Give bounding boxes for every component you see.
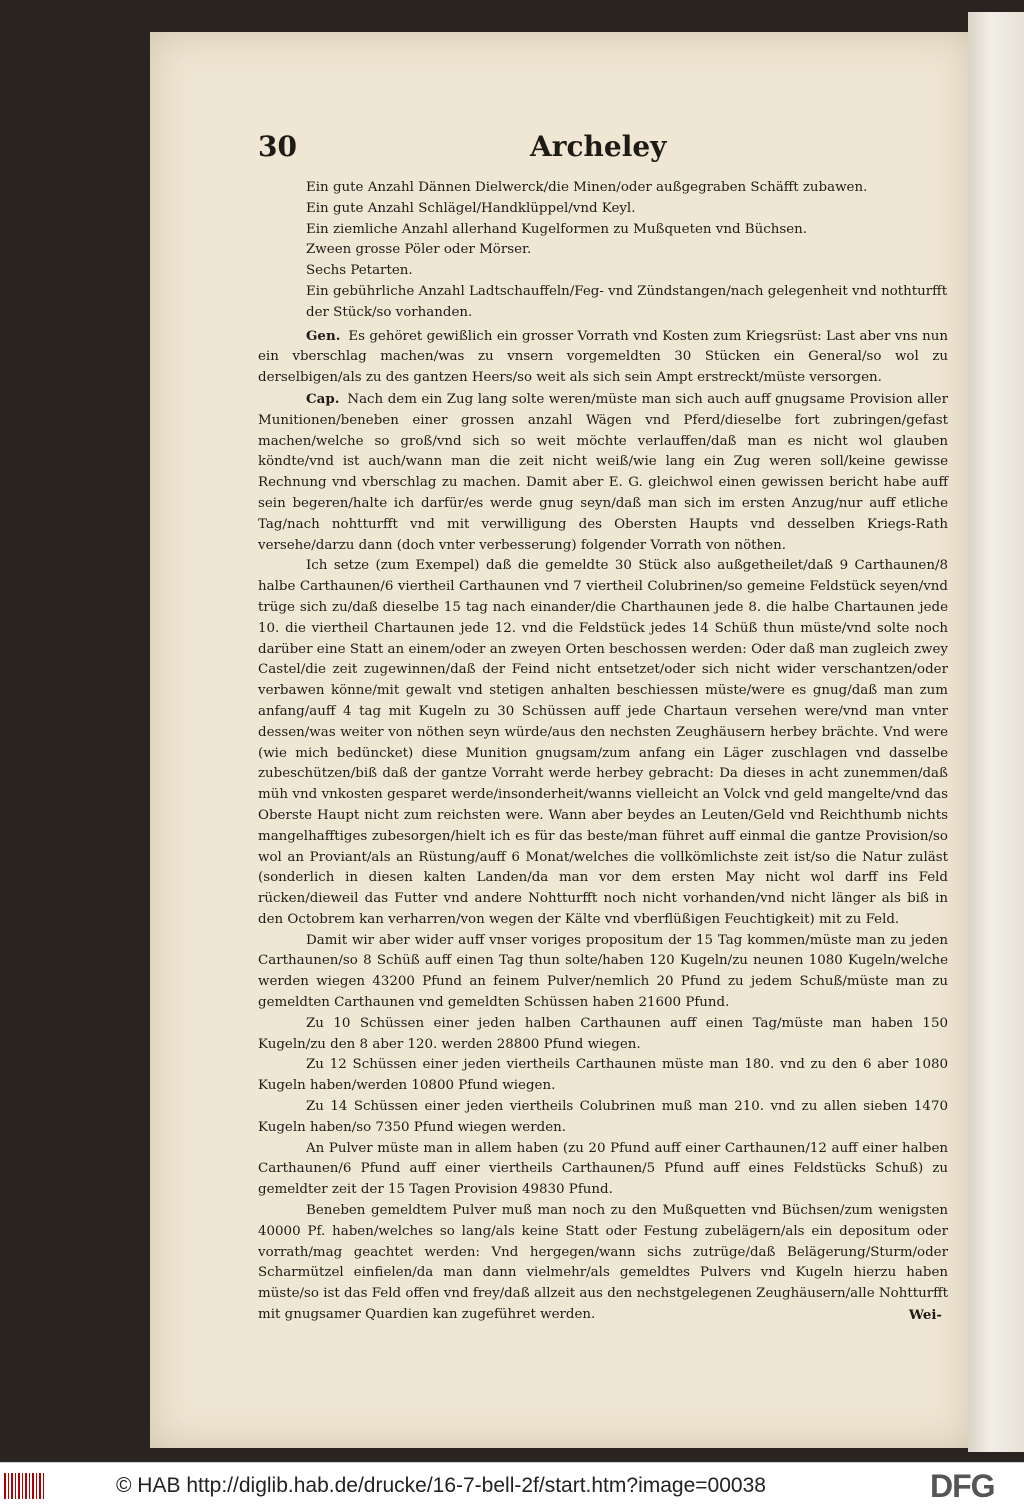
running-head: Archeley bbox=[530, 130, 667, 163]
paragraph-text: Nach dem ein Zug lang solte weren/müste man sich auch auff gnugsame Provision aller Munitionen/beneben einer grossen anzahl Wägen vnd Pferd/dieselbe fort zubringen/gefast machen/welche so groß/vnd sich so weit möchte verlauffen/daß man es nicht wol glauben köndte/vnd ist auch/wann man die zeit nicht weiß/wie lang ein Zug weren soll/keine gewisse Rechnung vnd vberschlag zu machen. Damit aber E. G. gleichwol einen gewissen bericht habe auff sein begeren/halte ich darfür/es werde gnug seyn/daß man sich im ersten Anzug/nur auff etliche Tag/nach nohtturfft vnd mit verwilligung des Obersten Haupts vnd desselben Kriegs-Rath versehe/darzu dann (doch vnter verbesserung) folgender Vorrath von nöthen. bbox=[258, 391, 948, 553]
paragraph-captain bbox=[258, 389, 948, 556]
copyright-link[interactable]: © HAB http://diglib.hab.de/drucke/16-7-bell-2f/start.htm?image=00038 bbox=[116, 1474, 766, 1497]
barcode-icon bbox=[4, 1473, 46, 1499]
paragraph: An Pulver müste man in allem haben (zu 20 Pfund auff einer Carthaunen/12 auff einer halben Carthaunen/6 Pfund auff einer viertheils Carthaunen/5 Pfund auff eines Feldstücks Schuß) zu gemeldter zeit der 15 Tagen Provision 49830 Pfund. bbox=[258, 1140, 948, 1198]
paragraph: Damit wir aber wider auff vnser voriges propositum der 15 Tag kommen/müste man zu jeden Carthaunen/so 8 Schüß auff einen Tag thun solte/haben 120 Kugeln/zu neunen 1080 Kugeln/welche werden wiegen 43200 Pfund an feinem Pulver/nemlich 20 Pfund zu jedem Schuß/müste man zu gemeldten Carthaunen vnd gemeldten Schüssen haben 21600 Pfund. bbox=[258, 932, 948, 1011]
paragraph-text: Es gehöret gewißlich ein grosser Vorrath vnd Kosten zum Kriegsrüst: Last aber vns nun ein vberschlag machen/was zu vnsern vorgemeldten 30 Stücken ein General/so wol zu derselbigen/als zu des gantzen Heers/so weit als sich sein Ampt erstreckt/müste versorgen. bbox=[258, 328, 948, 386]
paragraph: Ich setze (zum Exempel) daß die gemeldte 30 Stück also außgetheilet/daß 9 Carthaunen/8 halbe Carthaunen/6 viertheil Carthaunen vnd 7 viertheil Colubrinen/so gemeine Feldstück seyen/vnd trüge sich zu/daß dieselbe 15 tag nach einander/die Charthaunen jede 8. die halbe Chartaunen jede 10. die viertheil Chartaunen jede 12. vnd die Feldstück jedes 14 Schüß thun müste/vnd solte noch darüber eine Statt an einem/oder an zweyen Orten beschossen werden: Oder daß man zugleich zwey Castel/die zeit zugewinnen/daß der Feind nicht entsetzet/oder sich nicht wider verschantzen/oder verbawen könne/mit gewalt vnd stetigen anhalten beschiessen müste/were es gnug/daß man zum anfang/auff 4 tag mit Kugeln zu 30 Schüssen auff jede Chartaun versehen were/vnd man vnter dessen/was weiter von nöthen seyn würde/aus den nechsten Zeughäusern herbey brächte. Vnd were (wie mich bedüncket) diese Munition gnugsam/zum anfang ein Läger zuschlagen vnd dasselbe zubeschützen/biß daß der gantze Vorraht werde herbey gebracht: Da dieses in acht zunemmen/daß müh vnd vnkosten gesparet werde/insonderheit/wanns vielleicht an Volck vnd geld mangelte/vnd das Oberste Haupt nicht zum reichsten were. Wann aber beydes an Leuten/Geld vnd Reichthumb nichts mangelhafftiges zubesorgen/hielt ich es für das beste/man führet auff einmal die gantze Provision/so wol an Proviant/als an Rüstung/auff 6 Monat/welches die vollkömlichste zeit ist/so die Natur zuläst (sonderlich in diesen kalten Landen/da man vor dem ersten May nicht wol darff ins Feld rücken/dieweil das Futter vnd andere Nohtturfft noch nicht vorhanden/vnd nicht länger als biß in den Octobrem kan verharren/von wegen der Kälte vnd vberflüßigen Feuchtigkeit) mit zu Feld. bbox=[258, 558, 948, 927]
list-item: Zween grosse Pöler oder Mörser. bbox=[306, 242, 532, 258]
next-page-edge bbox=[968, 12, 1024, 1452]
paragraph: Zu 10 Schüssen einer jeden halben Carthaunen auff einen Tag/müste man haben 150 Kugeln/zu den 8 aber 120. werden 28800 Pfund wiegen. bbox=[258, 1015, 948, 1052]
viewer-footer bbox=[0, 1462, 1024, 1509]
list-item: Ein gebührliche Anzahl Ladtschauffeln/Feg- vnd Zündstangen/nach gelegenheit vnd nothturfft der Stück/so vorhanden. bbox=[306, 283, 948, 320]
page-number: 30 bbox=[258, 130, 297, 163]
paragraph-general bbox=[258, 326, 948, 389]
dfg-logo: DFG bbox=[930, 1468, 995, 1504]
list-item: Sechs Petarten. bbox=[306, 263, 413, 279]
paragraph: Zu 14 Schüssen einer jeden viertheils Colubrinen muß man 210. vnd zu allen sieben 1470 Kugeln haben/so 7350 Pfund wiegen werden. bbox=[258, 1099, 948, 1135]
paragraph: Beneben gemeldtem Pulver muß man noch zu den Mußquetten vnd Büchsen/zum wenigsten 40000 Pf. haben/welches so lang/als keine Statt oder Festung zubelägern/als ein depositum oder vorrath/mag geachtet werden: Vnd hergegen/wann sichs zutrüge/daß Belägerung/Sturm/oder Scharmützel einfielen/da man dann vielmehr/als gemeldtes Pulvers vnd Kugeln hierzu haben müste/so ist das Feld offen vnd frey/daß allzeit aus den nechstgelegenen Zeughäusern/alle Nohtturfft mit gnugsamer Quardien kan zugeführet werden. bbox=[258, 1203, 948, 1323]
catchword: Wei- bbox=[908, 1307, 942, 1324]
paragraph: Zu 12 Schüssen einer jeden viertheils Carthaunen müste man 180. vnd zu den 6 aber 1080 Kugeln haben/werden 10800 Pfund wiegen. bbox=[258, 1057, 948, 1094]
list-item: Ein gute Anzahl Dännen Dielwerck/die Minen/oder außgegraben Schäfft zubawen. bbox=[306, 180, 868, 195]
list-item: Ein ziemliche Anzahl allerhand Kugelformen zu Mußqueten vnd Büchsen. bbox=[306, 221, 808, 237]
speaker-label: Cap. bbox=[306, 390, 340, 407]
book-page bbox=[150, 32, 972, 1448]
list-item: Ein gute Anzahl Schlägel/Handklüppel/vnd Keyl. bbox=[306, 200, 636, 216]
speaker-label: Gen. bbox=[306, 327, 341, 344]
page-header bbox=[258, 130, 948, 172]
page-content bbox=[258, 130, 948, 1326]
supply-list bbox=[258, 178, 948, 324]
